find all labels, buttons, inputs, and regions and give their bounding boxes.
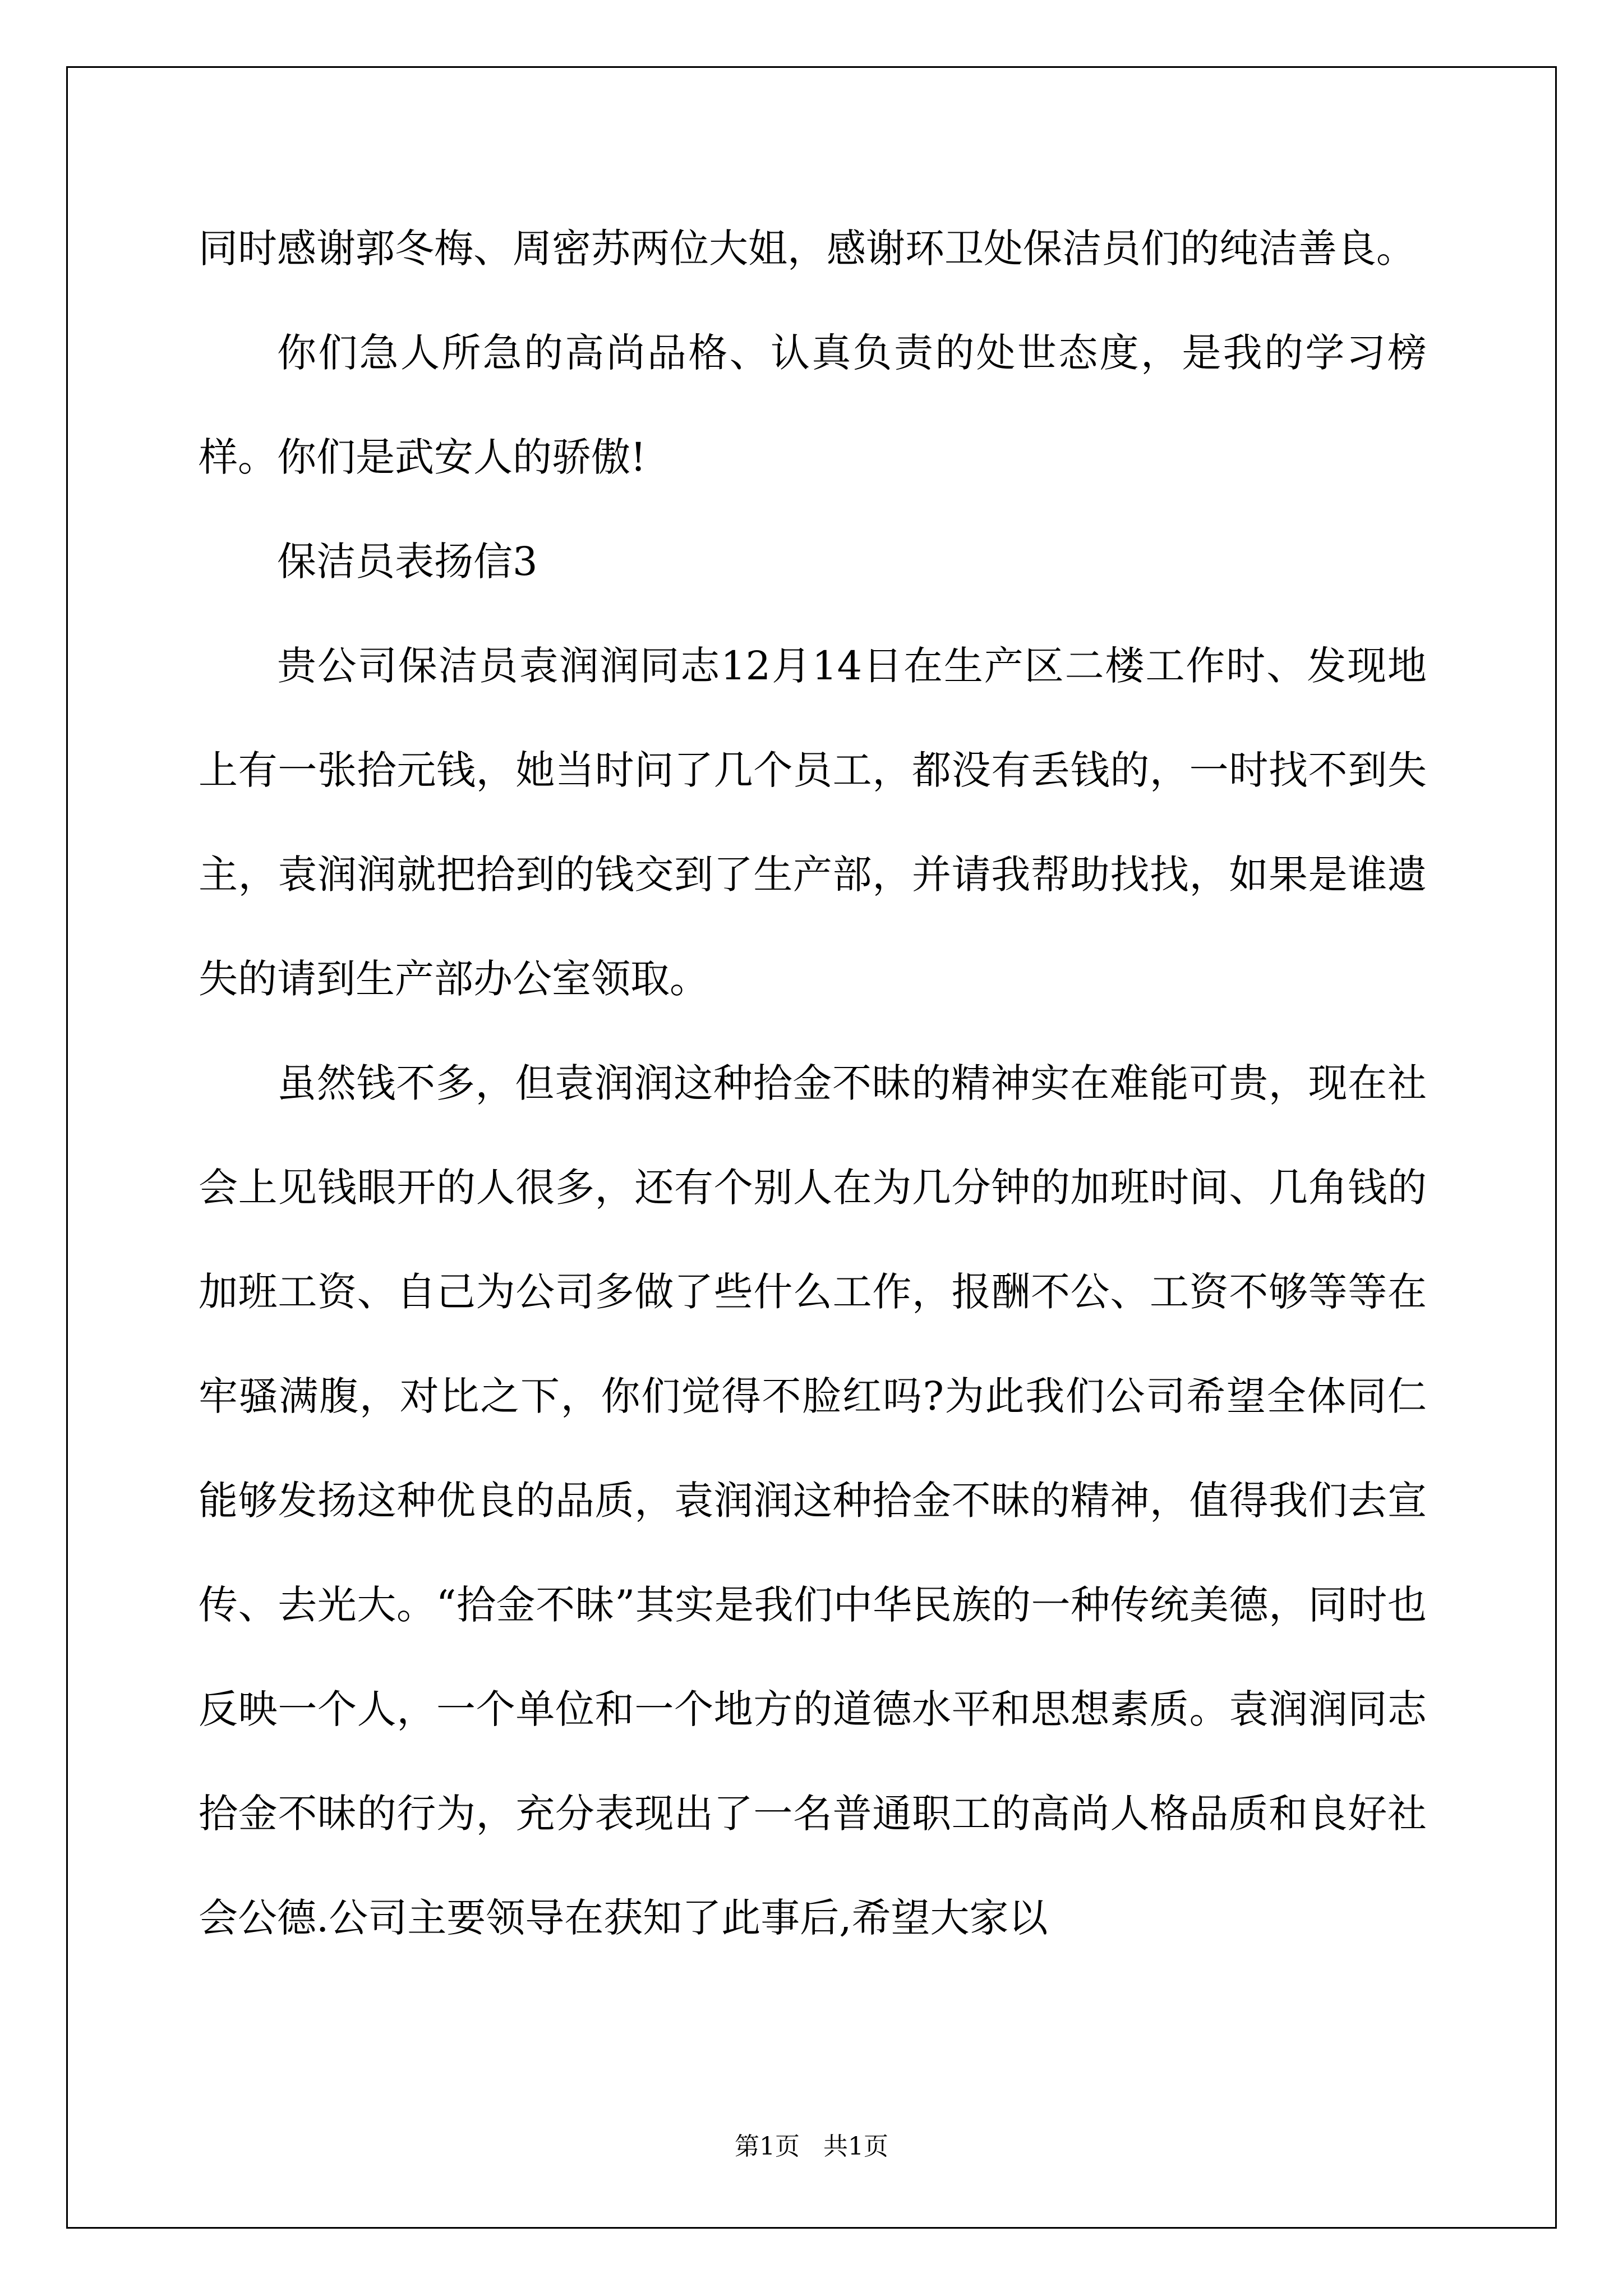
page-footer [0,2126,1623,2162]
paragraph-1: 同时感谢郭冬梅、周密苏两位大姐，感谢环卫处保洁员们的纯洁善良。 [199,226,1415,272]
section-heading: 保洁员表扬信3 [277,539,538,585]
paragraph-2: 你们急人所急的高尚品格、认真负责的处世态度，是我的学习榜样。你们是武安人的骄傲! [199,330,1427,480]
paragraph-3: 贵公司保洁员袁润润同志12月14日在生产区二楼工作时、发现地上有一张拾元钱，她当时问了几个员工，都没有丢钱的，一时找不到失主，袁润润就把拾到的钱交到了生产部，并请我帮助找找，如果是谁遗失的请到生产部办公室领取。 [199,643,1427,1002]
page-number: 第1页 [735,2132,800,2161]
paragraph-4: 虽然钱不多，但袁润润这种拾金不昧的精神实在难能可贵，现在社会上见钱眼开的人很多，还有个别人在为几分钟的加班时间、几角钱的加班工资、自己为公司多做了些什么工作，报酬不公、工资不够等等在牢骚满腹，对比之下，你们觉得不脸红吗?为此我们公司希望全体同仁能够发扬这种优良的品质，袁润润这种拾金不昧的精神，值得我们去宣传、去光大。“拾金不昧”其实是我们中华民族的一种传统美德，同时也反映一个人，一个单位和一个地方的道德水平和思想素质。袁润润同志拾金不昧的行为，充分表现出了一名普通职工的高尚人格品质和良好社会公德.公司主要领导在获知了此事后,希望大家以 [199,1060,1427,1941]
page-total: 共1页 [823,2132,888,2161]
document-body [199,196,1427,1970]
